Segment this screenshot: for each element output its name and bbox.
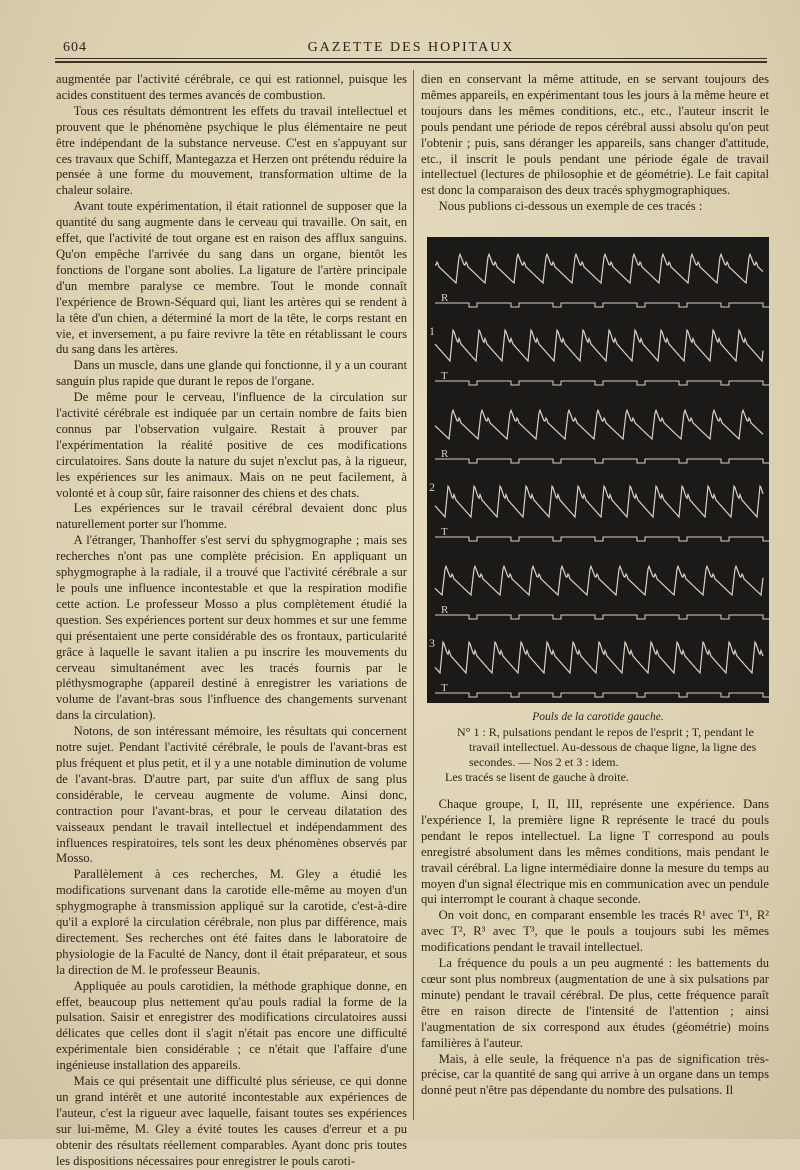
header-rule-thick [55, 61, 767, 63]
group-number: 1 [429, 324, 435, 338]
caption-text: N° 1 : R, pulsations pendant le repos de l'esprit ; T, pendant le travail intellectuel. Au-dessous de chaque ligne, la ligne des secondes. — Nos 2 et 3 : idem. [457, 725, 757, 769]
seconds-line [435, 537, 769, 541]
pulse-trace-rest [435, 566, 763, 595]
paragraph: Mais ce qui présentait une difficulté plus sérieuse, ce qui donne un grand intérêt et une autorité incontestable aux expériences de l'auteur, c'est la rigueur avec laquelle, faisant toutes ses expériences sur lui-même, M. Gley a évité toutes les causes d'erreur et a pu obtenir des résultats réellement comparables. Ayant donc pris toutes les dispositions nécessaires pour enregistrer le pouls caroti- [56, 1074, 407, 1168]
pulse-trace-work [435, 330, 763, 361]
paragraph: Dans un muscle, dans une glande qui fonctionne, il y a un courant sanguin plus rapide que durant le repos de l'organe. [56, 358, 407, 389]
caption-note: Les tracés se lisent de gauche à droite. [445, 770, 629, 784]
page-number: 604 [63, 40, 87, 55]
paragraph: On voit donc, en comparant ensemble les tracés R¹ avec T¹, R² avec T², R³ avec T³, que le pouls a toujours subi les mêmes modifications pendant le travail intellectuel. [421, 908, 769, 955]
pulse-trace-rest [435, 410, 763, 439]
column-divider [413, 70, 414, 1120]
pulse-traces [427, 237, 769, 703]
seconds-line [435, 303, 769, 307]
trace-label-r: R [441, 604, 449, 616]
seconds-line [435, 381, 769, 385]
left-column [56, 72, 407, 1170]
header-rule [55, 58, 767, 59]
paragraph: dien en conservant la même attitude, en se servant toujours des mêmes appareils, en expérimentant tous les jours à la même heure et toujours dans les mêmes conditions, etc., etc., l'auteur inscrit le pouls pendant une période de repos cérébral aussi absolu qu'on peut l'obtenir ; puis, sans déranger les appareils, sans changer d'attitude, etc., il inscrit le pouls pendant une période égale de travail intellectuel (lectures de philosophie et de géométrie). Le fait capital est donc la comparaison des deux tracés sphygmographiques. [421, 72, 769, 198]
right-column-top [421, 72, 769, 215]
paragraph: Notons, de son intéressant mémoire, les résultats qui concernent notre sujet. Pendant l'activité cérébrale, le pouls de l'avant-bras est plus fréquent et plus petit, et il y a une notable diminution de volume de l'avant-bras. D'autre part, par suite d'un afflux de sang plus considérable, le cerveau augmente de volume. Ainsi donc, contraction pour l'avant-bras, et pour le cerveau dilatation des vaisseaux pendant le travail intellectuel et indépendamment des influences respiratoires, tels sont les deux phénomènes observés par Mosso. [56, 724, 407, 866]
trace-label-t: T [441, 370, 448, 382]
paragraph: La fréquence du pouls a un peu augmenté : les battements du cœur sont plus nombreux (augmentation de une à six pulsations par minute) pendant le travail cérébral. De plus, cette fréquence paraît être en raison directe de l'intensité de l'attention ; ainsi l'augmentation de six correspond aux études (géométrie) moins familières à l'auteur. [421, 956, 769, 1050]
page-header [55, 34, 767, 58]
seconds-line [435, 693, 769, 697]
trace-label-t: T [441, 682, 448, 694]
sphygmograph-figure [427, 237, 769, 703]
pulse-trace-work [435, 486, 763, 517]
trace-label-r: R [441, 448, 449, 460]
pulse-trace-rest [435, 254, 763, 283]
group-number: 2 [429, 480, 435, 494]
paragraph: Mais, à elle seule, la fréquence n'a pas de signification très-précise, car la quantité de sang qui arrive à un organe dans un temps donné peut n'être pas dépendante du nombre des pulsations. Il [421, 1051, 769, 1098]
paragraph: A l'étranger, Thanhoffer s'est servi du sphygmographe ; mais ses recherches n'ont pas une complète précision. En appliquant un sphygmographe à la radiale, il a trouvé que l'activité cérébrale a sur le pouls une influence incontestable et que la respiration modifie cette action. Le professeur Mosso a plus complètement étudié la question. Ses expériences portent sur deux hommes et sur une femme qui présentaient une perte considérable des os frontaux, particularité grâce à laquelle le savant italien a pu inscrire les mouvements du cerveau simultanément avec les tracés fournis par le pléthysmographe (appareil destiné à enregistrer les variations de volume de l'avant-bras sous l'influence des changements survenant dans la circulation). [56, 533, 407, 723]
paragraph: Parallèlement à ces recherches, M. Gley a étudié les modifications survenant dans la carotide elle-même au moyen d'un sphygmographe à transmission appliqué sur la carotide, c'est-à-dire qu'il a exploré la circulation cérébrale, non plus par différence, mais directement. Ses recherches ont été faites dans le laboratoire de physiologie de la Faculté de Nancy, dont il était préparateur, et sous la direction de M. le professeur Beaunis. [56, 867, 407, 977]
paragraph: Avant toute expérimentation, il était rationnel de supposer que la quantité du sang augmente dans le cerveau qui travaille. On sait, en effet, que l'activité de tout organe est en raison des afflux sanguins. Qu'on empêche l'arrivée du sang dans un organe, bientôt les fonctions de l'organe sont abolies. La ligature de l'artère principale d'un membre paralyse ce membre. Tout le monde connaît l'expérience de Brown-Séquard qui, liant les artères qui se rendent à la tête d'un chien, a déterminé la mort de la tête, le corps restant en vie, et inversement, a pu faire revivre la tête en rétablissant le cours du sang dans les artères. [56, 199, 407, 357]
group-number: 3 [429, 636, 435, 650]
paragraph: Nous publions ci-dessous un exemple de ces tracés : [438, 199, 703, 214]
trace-label-r: R [441, 292, 449, 304]
seconds-line [435, 459, 769, 463]
paragraph: Les expériences sur le travail cérébral devaient donc plus naturellement porter sur l'homme. [56, 501, 407, 532]
trace-label-t: T [441, 526, 448, 538]
right-column-bottom [421, 797, 769, 1099]
pulse-trace-work [435, 642, 763, 673]
journal-title: GAZETTE DES HOPITAUX [307, 40, 515, 55]
paragraph: Chaque groupe, I, II, III, représente une expérience. Dans l'expérience I, la première ligne R représente le tracé du pouls pendant le repos intellectuel. La ligne T correspond au pouls enregistré absolument dans les mêmes conditions, mais pendant le travail cérébral. La ligne intermédiaire donne la mesure du temps au moyen d'un signal électrique mis en communication avec un pendule qui interrompt le courant à chaque seconde. [421, 797, 769, 907]
seconds-line [435, 615, 769, 619]
paragraph: De même pour le cerveau, l'influence de la circulation sur l'activité cérébrale est indiquée par un certain nombre de faits bien connus par l'observation vulgaire. Restait à prouver par l'expérimentation la réalité positive de ces modifications circulatoires. Sans doute la nature du sujet n'exclut pas, à la rigueur, les expériences sur les animaux. Mais on ne peut facilement, à volonté et à coup sûr, faire raisonner des chiens et des chats. [56, 390, 407, 500]
caption-title: Pouls de la carotide gauche. [532, 711, 664, 723]
paragraph: augmentée par l'activité cérébrale, ce qui est rationnel, puisque les acides constituent des termes avancés de combustion. [56, 72, 407, 102]
figure-caption [427, 710, 769, 785]
paragraph: Appliquée au pouls carotidien, la méthode graphique donne, en effet, beaucoup plus nettement qu'au pouls radial la forme de la pulsation. Saisir et enregistrer des modifications circulatoires aussi délicates que celles dont il s'agit n'était pas encore une difficulté expérimentale bien considérable ; ce n'était que l'affaire d'une ingénieuse installation des appareils. [56, 978, 407, 1073]
paragraph: Tous ces résultats démontrent les effets du travail intellectuel et prouvent que le phénomène psychique le plus élémentaire ne peut être indépendant de la substance nerveuse. C'est en s'appuyant sur ces travaux que Schiff, Mantegazza et Herzen ont prétendu réduire la pensée à une forme du mouvement, transformation ultime de la chaleur solaire. [56, 103, 407, 198]
